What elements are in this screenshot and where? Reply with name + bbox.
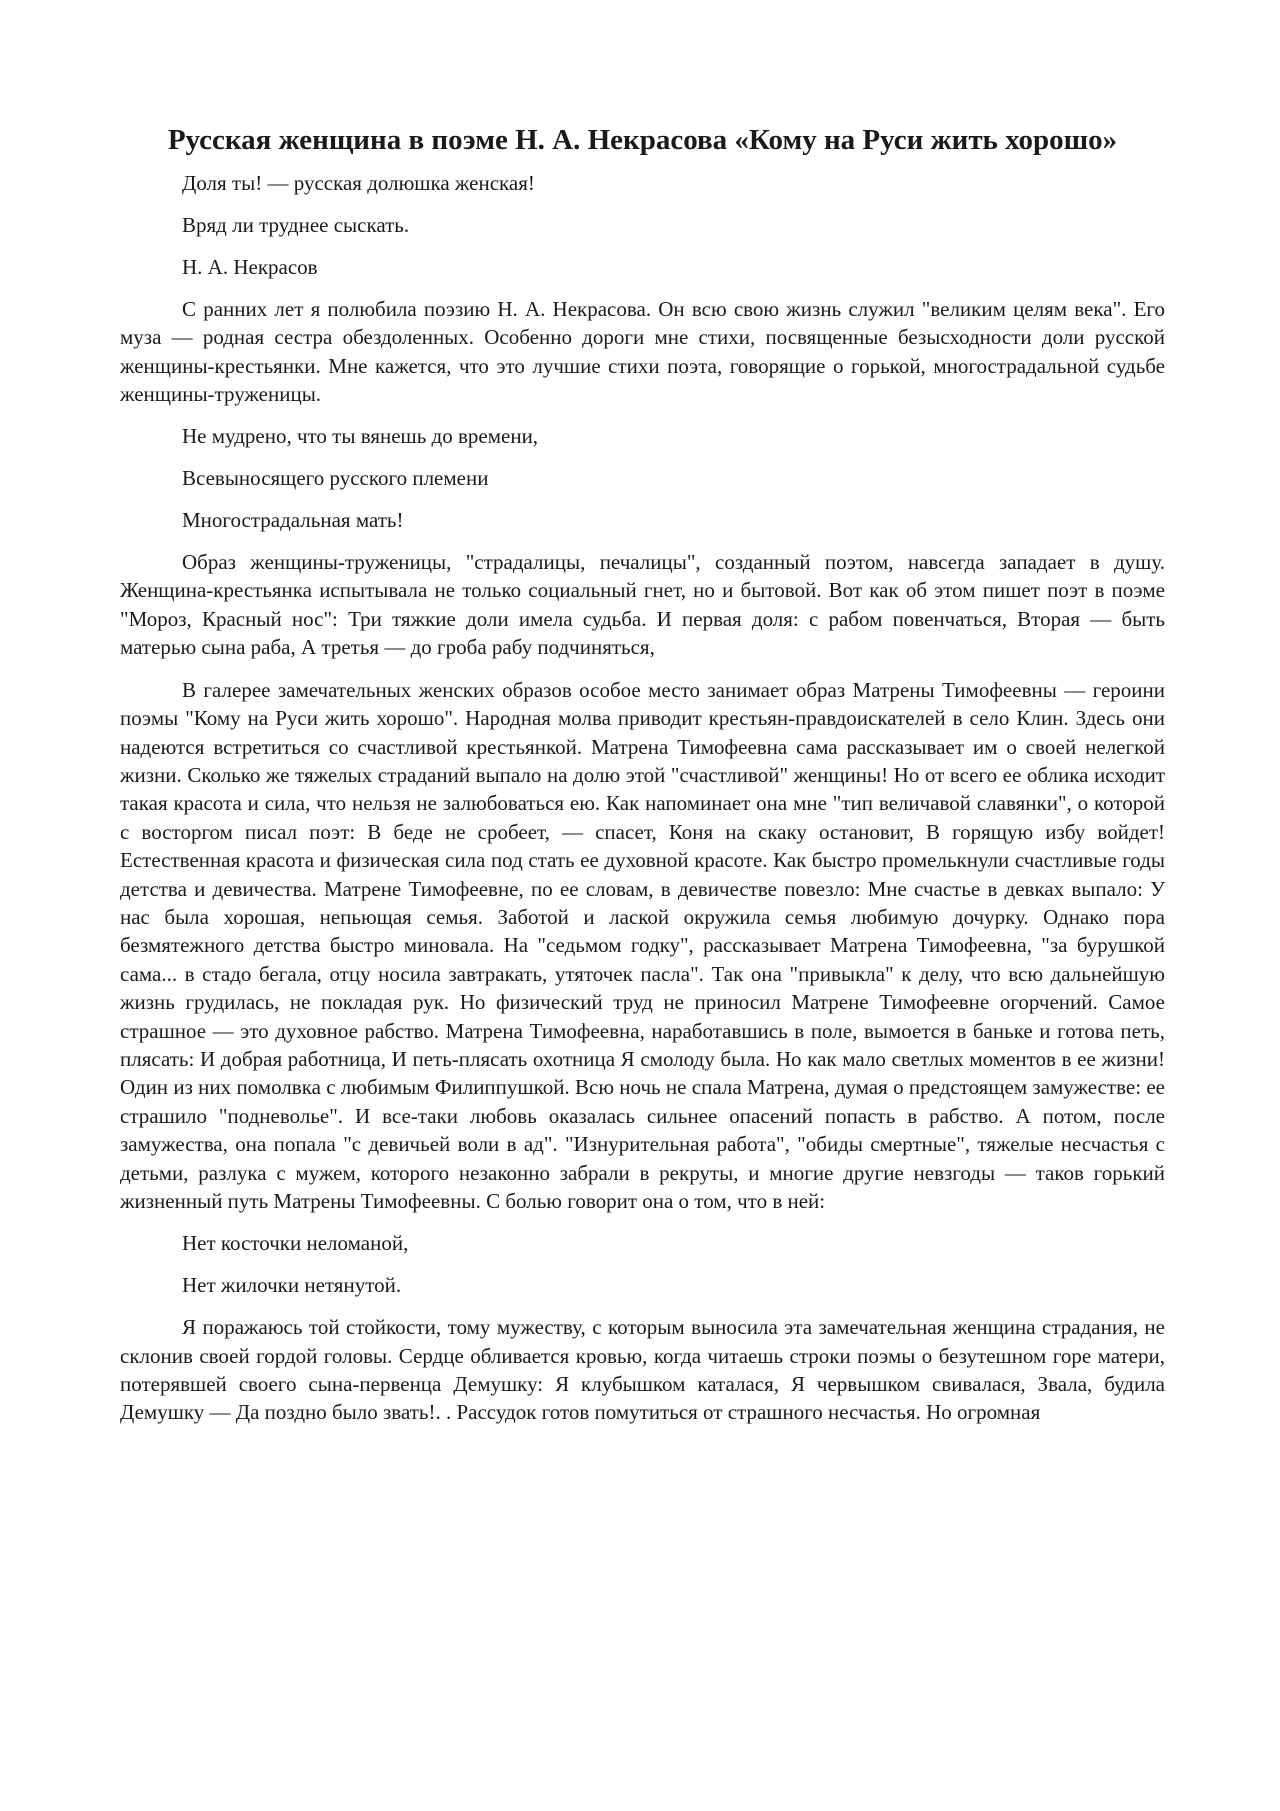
verse-line: Не мудрено, что ты вянешь до времени, bbox=[182, 424, 539, 449]
verse-line: Нет косточки неломаной, bbox=[182, 1231, 409, 1256]
verse-line: Нет жилочки нетянутой. bbox=[182, 1273, 402, 1298]
verse-line: Всевыносящего русского племени bbox=[182, 466, 489, 491]
paragraph: Я поражаюсь той стойкости, тому мужеству, с которым выносила эта замечательная женщина страдания, не склонив своей гордой головы. Сердце обливается кровью, когда читаешь строки поэмы о безутешном горе матери, потерявшей своего сына-первенца Демушку: Я клубышком каталася, Я червышком свивалася, Звала, будила Демушку — Да поздно было звать!. . Рассудок готов помутиться от страшного несчастья. Но огромная bbox=[120, 1315, 1165, 1425]
paragraph: В галерее замечательных женских образов особое место занимает образ Матрены Тимофеевны — героини поэмы "Кому на Руси жить хорошо". Народная молва приводит крестьян-правдоискателей в село Клин. Здесь они надеются встретиться со счастливой крестьянкой. Матрена Тимофеевна сама рассказывает им о своей нелегкой жизни. Сколько же тяжелых страданий выпало на долю этой "счастливой" женщины! Но от всего ее облика исходит такая красота и сила, что нельзя не залюбоваться ею. Как напоминает она мне "тип величавой славянки", о которой с восторгом писал поэт: В беде не сробеет, — спасет, Коня на скаку остановит, В горящую избу войдет! Естественная красота и физическая сила под стать ее духовной красоте. Как быстро промелькнули счастливые годы детства и девичества. Матрене Тимофеевне, по ее словам, в девичестве повезло: Мне счастье в девках выпало: У нас была хорошая, непьющая семья. Заботой и лаской окружила семья любимую дочурку. Однако пора безмятежного детства быстро миновала. На "седьмом годку", рассказывает Матрена Тимофеевна, "за бурушкой сама... в стадо бегала, отцу носила завтракать, утяточек пасла". Так она "привыкла" к делу, что всю дальнейшую жизнь грудилась, не покладая рук. Но физический труд не приносил Матрене Тимофеевне огорчений. Самое страшное — это духовное рабство. Матрена Тимофеевна, наработавшись в поле, вымоется в баньке и готова петь, плясать: И добрая работница, И петь-плясать охотница Я смолоду была. Но как мало светлых моментов в ее жизни! Один из них помолвка с любимым Филиппушкой. Всю ночь не спала Матрена, думая о предстоящем замужестве: ее страшило "подневолье". И все-таки любовь оказалась сильнее опасений попасть в рабство. А потом, после замужества, она попала "с девичьей воли в ад". "Изнурительная работа", "обиды смертные", тяжелые несчастья с детьми, разлука с мужем, которого незаконно забрали в рекруты, и многие другие невзгоды — таков горький жизненный путь Матрены Тимофеевны. С болью говорит она о том, что в ней: bbox=[120, 677, 1165, 1213]
paragraph: С ранних лет я полюбила поэзию Н. А. Некрасова. Он всю свою жизнь служил "великим целям века". Его муза — родная сестра обездоленных. Особенно дороги мне стихи, посвященные безысходности доли русской женщины-крестьянки. Мне кажется, что это лучшие стихи поэта, говорящие о горькой, многострадальной судьбе женщины-труженицы. bbox=[120, 296, 1165, 406]
epigraph-line: Вряд ли труднее сыскать. bbox=[182, 212, 410, 237]
epigraph-line: Доля ты! — русская долюшка женская! bbox=[182, 171, 535, 195]
epigraph-author: Н. А. Некрасов bbox=[182, 254, 318, 279]
document-title: Русская женщина в поэме Н. А. Некрасова «Кому на Руси жить хорошо» bbox=[167, 124, 1118, 156]
paragraph: Образ женщины-труженицы, "страдалицы, печалицы", созданный поэтом, навсегда западает в душу. Женщина-крестьянка испытывала не только социальный гнет, но и бытовой. Вот как об этом пишет поэт в поэме "Мороз, Красный нос": Три тяжкие доли имела судьба. И первая доля: с рабом повенчаться, Вторая — быть матерью сына раба, А третья — до гроба рабу подчиняться, bbox=[120, 550, 1165, 660]
verse-line: Многострадальная мать! bbox=[182, 508, 404, 533]
document-page bbox=[120, 124, 1165, 1441]
